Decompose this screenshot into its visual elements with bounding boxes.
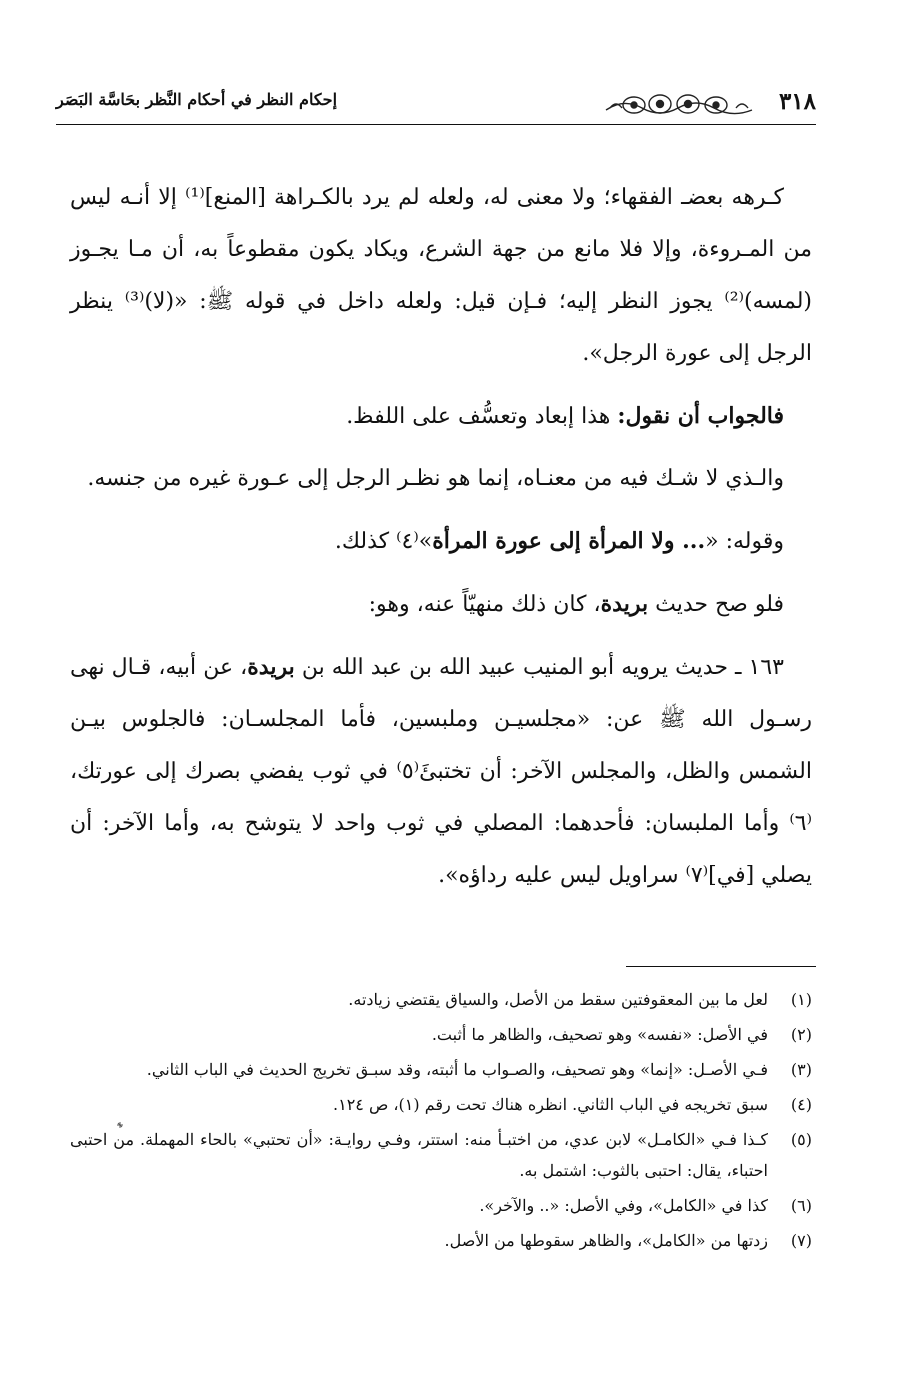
footnote-number: (٤): [790, 1095, 812, 1114]
running-title: إحكام النظر في أحكام النَّظر بحَاسَّة البَصَر: [56, 90, 338, 109]
footnote-item: [70, 1019, 812, 1050]
footnote-number: (٢): [790, 1025, 812, 1044]
header-divider: [56, 124, 816, 125]
p5-start: فلو صح حديث: [648, 592, 784, 617]
footnote-text: في الأصل: «نفسه» وهو تصحيف، والظاهر ما أثبت.: [431, 1025, 768, 1044]
footnote-item: [70, 1225, 812, 1256]
narrator-name: بريدة: [600, 591, 649, 617]
paragraph-3: والـذي لا شـك فيه من معنـاه، إنما هو نظـر الرجل إلى عـورة غيره من جنسه.: [87, 466, 784, 491]
main-text: [70, 172, 812, 912]
footnote-number: (١): [790, 990, 812, 1009]
footnote-text: كذا في «الكامل»، وفي الأصل: «.. والآخر».: [479, 1196, 768, 1215]
footnote-number: (٣): [790, 1060, 812, 1079]
footnote-item: [70, 1054, 812, 1085]
footnote-item: [70, 984, 812, 1015]
footnote-number: (٧): [790, 1231, 812, 1250]
hadith-quote: ... ولا المرأة إلى عورة المرأة: [432, 528, 706, 554]
page-number: ٣١٨: [778, 88, 816, 115]
footnote-text: زدتها من «الكامل»، والظاهر سقوطها من الأصل.: [444, 1231, 768, 1250]
paragraph-1: كـرهه بعضـ الفقهاء؛ ولا معنى له، ولعله لم يرد بالكـراهة [المنع]⁽¹⁾ إلا أنـه ليس من المـروءة، وإلا فلا مانع من جهة الشرع، ويكاد يكون مقطوعاً به، أن مـا يجـوز (لمسه)⁽²⁾ يجوز النظر إليه؛ فـإن قيل: ولعله داخل في قوله ﷺ: «(لا)⁽³⁾ ينظر الرجل إلى عورة الرجل».: [70, 185, 813, 366]
ink-speck-icon: [115, 1120, 125, 1130]
hadith-163: [70, 641, 812, 902]
answer-text: هذا إبعاد وتعسُّف على اللفظ.: [346, 404, 618, 429]
footnote-text: لعل ما بين المعقوفتين سقط من الأصل، والسياق يقتضي زيادته.: [348, 990, 768, 1009]
answer-lead: فالجواب أن نقول:: [617, 403, 784, 429]
footnotes: [70, 984, 812, 1260]
footnote-text: سبق تخريجه في الباب الثاني. انظره هناك تحت رقم (١)، ص ١٢٤.: [333, 1095, 768, 1114]
footnote-text: كـذا فـي «الكامـل» لابن عدي، من اختبـأ منه: استتر، وفـي روايـة: «أن تحتبي» بالحاء المهملة. من احتبى احتباء، يقال: احتبى بالثوب: اشتمل به.: [70, 1130, 768, 1180]
footnote-item: [70, 1124, 812, 1186]
footnote-number: (٦): [790, 1196, 812, 1215]
quote-open: وقوله: «: [705, 529, 784, 554]
floral-ornament-icon: [604, 92, 754, 118]
footnote-item: [70, 1190, 812, 1221]
footnote-text: فـي الأصـل: «إنما» وهو تصحيف، والصـواب ما أثبته، وقد سبـق تخريج الحديث في الباب الثاني.: [146, 1060, 768, 1079]
footnote-divider: [626, 966, 816, 967]
paragraph-4: [70, 515, 812, 568]
hadith-163-text: ، عن أبيه، قـال نهى رسـول الله ﷺ عن: «مجلسيـن وملبسين، فأما المجلسـان: فالجلوس بيـن الشمس والظل، والمجلس الآخر: أن تختبئَ⁽٥⁾ في ثوب يفضي بصرك إلى عورتك،⁽٦⁾ وأما الملبسان: فأحدهما: المصلي في ثوب واحد لا يتوشح به، وأما الآخر: أن يصلي [في]⁽٧⁾ سراويل ليس عليه رداؤه».: [70, 655, 812, 888]
paragraph-5: [70, 578, 812, 631]
hadith-163-start: ١٦٣ ـ حديث يرويه أبو المنيب عبيد الله بن عبد الله بن: [294, 655, 784, 680]
quote-close: »⁽٤⁾ كذلك.: [334, 529, 433, 554]
footnote-item: [70, 1089, 812, 1120]
page-header: [56, 86, 816, 126]
narrator-name-2: بريدة: [247, 654, 295, 680]
paragraph-2: [70, 390, 812, 443]
footnote-number: (٥): [790, 1130, 812, 1149]
p5-end: ، كان ذلك منهيّاً عنه، وهو:: [368, 592, 601, 617]
